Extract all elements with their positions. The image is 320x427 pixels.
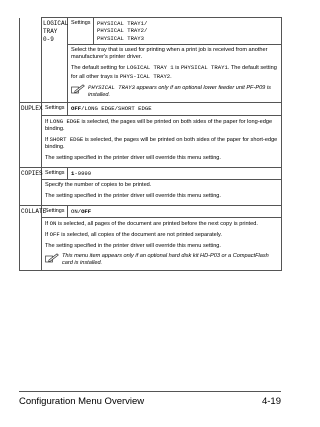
duplex-desc-1: If LONG EDGE is selected, the pages will be printed on both sides of the paper for long-edge binding. <box>45 117 273 132</box>
copies-desc-2: The setting specified in the printer driver will override this menu setting. <box>45 192 221 199</box>
copies-item-name: COPIES <box>20 167 42 205</box>
collate-desc-3: The setting specified in the printer driver will override this menu setting. <box>45 242 221 249</box>
collate-item-name: COLLATE <box>20 205 42 271</box>
copies-range: -9999 <box>74 169 92 177</box>
spacer-cell <box>20 44 42 103</box>
collate-note-text: This menu item appears only if an optional hard disk kit HD-P03 or a CompactFlash card is installed. <box>62 252 269 267</box>
duplex-settings-row <box>20 103 282 115</box>
tray-value: PHYSICAL TRAY2/ <box>97 27 148 35</box>
duplex-options: /LONG EDGE/SHORT EDGE <box>81 105 152 113</box>
duplex-desc-3: The setting specified in the printer driver will override this menu setting. <box>45 154 221 161</box>
collate-default: OFF <box>81 207 92 215</box>
collate-options: ON/ <box>71 207 82 215</box>
tray-note <box>71 84 278 100</box>
copies-settings-row <box>20 167 282 179</box>
duplex-item-name: DUPLEX <box>20 103 42 168</box>
settings-table <box>19 17 282 271</box>
copies-values <box>68 167 282 179</box>
collate-desc-row <box>20 218 282 271</box>
note-pencil-icon <box>71 84 85 94</box>
tray-item-name <box>42 18 68 103</box>
tray-name-line: LOGICAL <box>43 20 69 27</box>
tray-value: PHYSICAL TRAY1/ <box>97 20 148 27</box>
copies-desc-1: Specify the number of copies to be printed. <box>45 182 152 189</box>
collate-note <box>45 253 278 268</box>
tray-desc-1: Select the tray that is used for printing when a print job is received from another manufacturer's printer driver. <box>71 46 268 61</box>
spacer-cell <box>20 18 42 45</box>
page-number: 4-19 <box>261 396 281 407</box>
footer-title: Configuration Menu Overview <box>19 396 145 407</box>
tray-desc-2: The default setting for LOGICAL TRAY 1 is PHYSICAL TRAY1. The default setting for all other trays is PHYS-ICAL TRAY2. <box>71 64 277 80</box>
page-footer <box>19 391 281 407</box>
settings-label: Settings <box>42 103 68 115</box>
duplex-description <box>42 115 282 167</box>
copies-default: 1 <box>71 169 75 177</box>
settings-label: Settings <box>42 167 68 179</box>
note-pencil-icon <box>45 253 59 263</box>
settings-label: Settings <box>68 18 94 45</box>
tray-name-line: 0-9 <box>43 35 54 43</box>
duplex-desc-row <box>20 115 282 167</box>
settings-label: Settings <box>42 205 68 217</box>
tray-settings-row <box>20 18 282 45</box>
collate-values <box>68 205 282 217</box>
tray-name-line: TRAY <box>43 27 58 35</box>
copies-description <box>42 180 282 206</box>
tray-value: PHYSICAL TRAY3 <box>97 34 144 42</box>
tray-note-text: PHYSICAL TRAY3 appears only if an optional lower feeder unit PF-P09 is installed. <box>88 83 271 99</box>
collate-description <box>42 218 282 271</box>
copies-desc-row <box>20 180 282 206</box>
tray-description <box>68 44 282 103</box>
duplex-default: OFF <box>71 105 82 113</box>
collate-settings-row <box>20 205 282 217</box>
collate-desc-1: If ON is selected, all pages of the document are printed before the next copy is printed. <box>45 220 258 228</box>
tray-values <box>94 18 282 45</box>
collate-desc-2: If OFF is selected, all copies of the document are not printed separately. <box>45 231 222 239</box>
duplex-values <box>68 103 282 115</box>
duplex-desc-2: If SHORT EDGE is selected, the pages will be printed on both sides of the paper for short-edge binding. <box>45 136 278 151</box>
